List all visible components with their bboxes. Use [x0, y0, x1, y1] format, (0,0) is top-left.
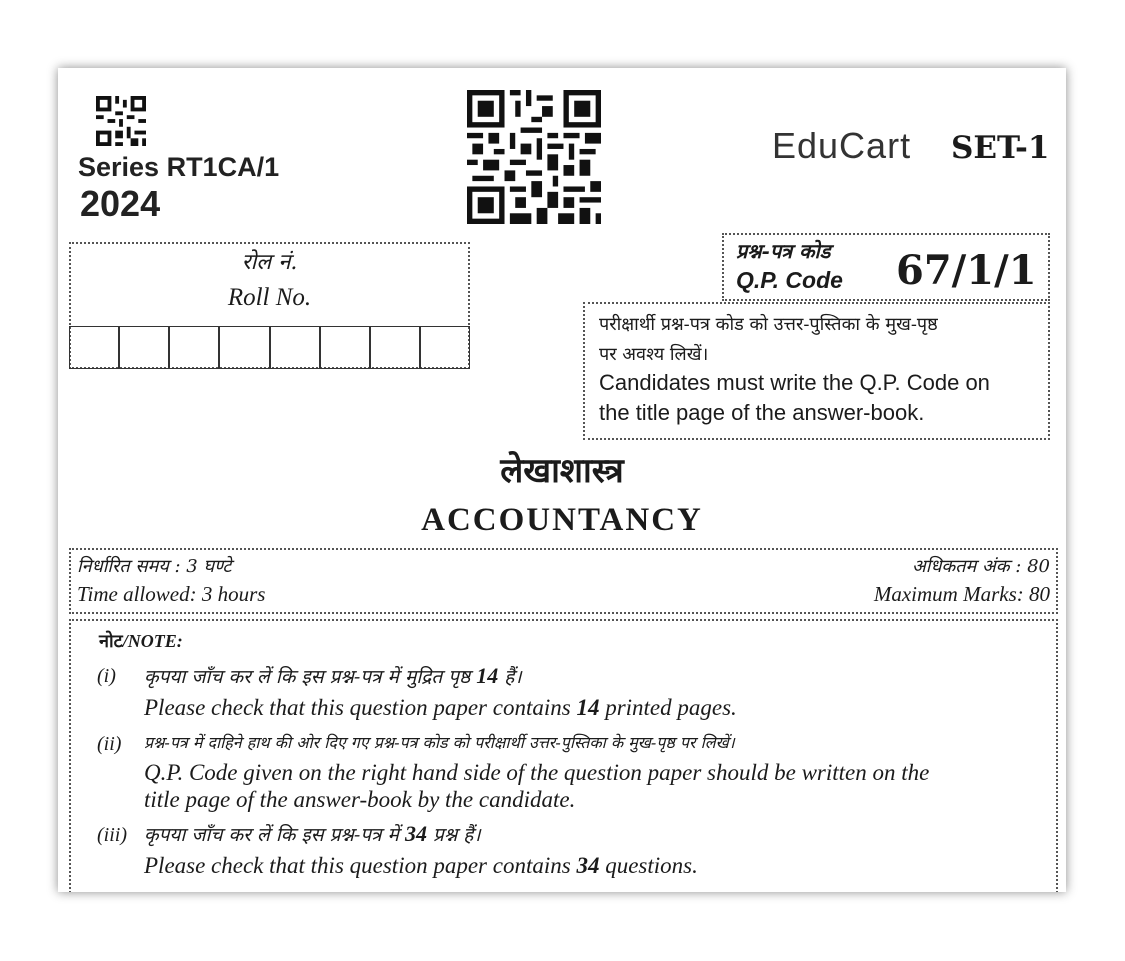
note-heading-english: /NOTE: [122, 631, 183, 651]
note-number: (ii) [97, 733, 122, 755]
set-label: SET-1 [951, 130, 1050, 166]
roll-cell[interactable] [119, 326, 169, 369]
qp-code-value: 67/1/1 [896, 247, 1037, 294]
note-2-hindi: प्रश्न-पत्र में दाहिने हाथ की ओर दिए गए प्रश्न-पत्र कोड को परीक्षार्थी उत्तर-पुस्तिका के मुख-पृष्ठ पर लिखें। [144, 733, 735, 752]
time-english: Time allowed: 3 hours [77, 582, 266, 606]
note-section [69, 619, 1058, 892]
marks-english: Maximum Marks: 80 [873, 582, 1050, 606]
time-marks-band [69, 548, 1058, 614]
note-1-english [144, 695, 737, 721]
roll-cell[interactable] [370, 326, 420, 369]
note-number-bold: 14 [476, 663, 499, 688]
roll-number-box [69, 242, 470, 369]
instruction-hindi-line2: पर अवश्य लिखें। [599, 344, 709, 365]
instruction-english-line1: Candidates must write the Q.P. Code on [599, 370, 990, 395]
roll-cell[interactable] [420, 326, 470, 369]
note-text: questions. [599, 853, 698, 878]
instruction-english-line2: the title page of the answer-book. [599, 400, 925, 425]
roll-cell[interactable] [169, 326, 219, 369]
note-text: हैं। [498, 666, 522, 688]
note-heading [99, 629, 183, 653]
note-text: Please check that this question paper contains [144, 853, 577, 878]
note-text: Please check that this question paper contains [144, 695, 577, 720]
series-label: Series RT1CA/1 [78, 152, 280, 182]
qp-label-english: Q.P. Code [736, 267, 843, 293]
question-paper-cover [58, 68, 1066, 892]
subject-title-hindi: लेखाशास्त्र [500, 451, 624, 491]
roll-cell[interactable] [69, 326, 119, 369]
note-text: प्रश्न हैं। [426, 824, 481, 846]
roll-number-cells [69, 326, 470, 369]
small-qr-code-icon [95, 96, 147, 146]
note-1-hindi [144, 663, 522, 689]
note-text: कृपया जाँच कर लें कि इस प्रश्न-पत्र में [144, 824, 405, 846]
note-number-bold: 34 [404, 821, 427, 846]
brand-name: EduCart [772, 125, 912, 166]
note-3-hindi [144, 821, 481, 847]
roll-cell[interactable] [320, 326, 370, 369]
qp-code-box [722, 233, 1050, 301]
marks-hindi: अधिकतम अंक : 80 [911, 556, 1050, 577]
note-text: कृपया जाँच कर लें कि इस प्रश्न-पत्र में मुद्रित पृष्ठ [144, 666, 477, 688]
note-text: printed pages. [599, 695, 737, 720]
instruction-box [583, 302, 1050, 440]
note-number: (i) [97, 665, 116, 687]
roll-cell[interactable] [270, 326, 320, 369]
note-2-english-line1: Q.P. Code given on the right hand side of the question paper should be written on the [144, 760, 930, 785]
time-hindi: निर्धारित समय : 3 घण्टे [77, 556, 232, 577]
instruction-hindi-line1: परीक्षार्थी प्रश्न-पत्र कोड को उत्तर-पुस्तिका के मुख-पृष्ठ [599, 314, 938, 335]
roll-label-english: Roll No. [227, 284, 312, 311]
note-number: (iii) [97, 824, 127, 846]
note-number-bold: 14 [576, 695, 600, 720]
note-number-bold: 34 [576, 853, 600, 878]
large-qr-code-icon [466, 90, 602, 224]
brand-logo [772, 125, 911, 167]
qp-label-hindi: प्रश्न-पत्र कोड [736, 239, 831, 263]
subject-title-english: ACCOUNTANCY [421, 502, 703, 538]
note-heading-hindi: नोट [99, 631, 123, 652]
roll-cell[interactable] [219, 326, 269, 369]
year-label: 2024 [80, 183, 161, 224]
roll-label-hindi: रोल नं. [241, 250, 298, 275]
note-2-english-line2: title page of the answer-book by the candidate. [144, 787, 576, 812]
note-3-english [144, 853, 698, 879]
